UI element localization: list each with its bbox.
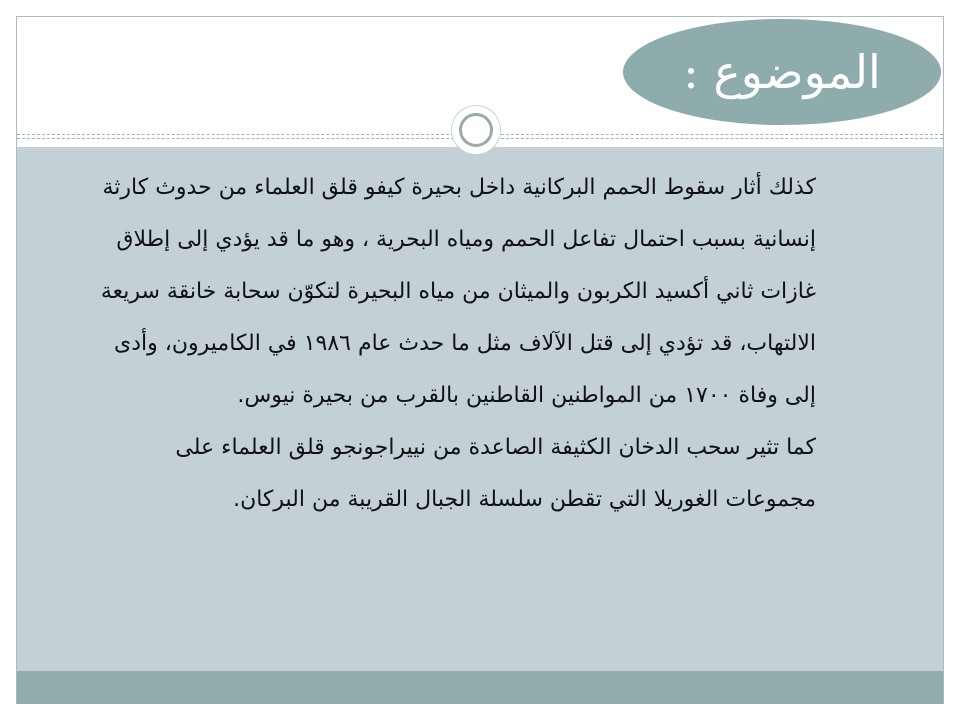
divider-circle-icon (452, 106, 500, 154)
slide-body (88, 162, 816, 526)
body-paragraph-2: كما تثير سحب الدخان الكثيفة الصاعدة من نييراجونجو قلق العلماء على مجموعات الغوريلا التي تقطن سلسلة الجبال القريبة من البركان. (175, 435, 816, 512)
footer-bar (17, 671, 943, 704)
slide-title: الموضوع : (683, 45, 881, 99)
title-ellipse (623, 19, 941, 125)
divider-circle-ring (459, 113, 493, 147)
body-paragraph-1: كذلك أثار سقوط الحمم البركانية داخل بحيرة كيفو قلق العلماء من حدوث كارثة إنسانية بسبب احتمال تفاعل الحمم ومياه البحرية ، وهو ما قد يؤدي إلى إطلاق غازات ثاني أكسيد الكربون والميثان من مياه البحيرة لتكوّن سحابة خانقة سريعة الالتهاب، قد تؤدي إلى قتل الآلاف مثل ما حدث عام ١٩٨٦ في الكاميرون، وأدى إلى وفاة ١٧٠٠ من المواطنين القاطنين بالقرب من بحيرة نيوس. (100, 175, 816, 408)
